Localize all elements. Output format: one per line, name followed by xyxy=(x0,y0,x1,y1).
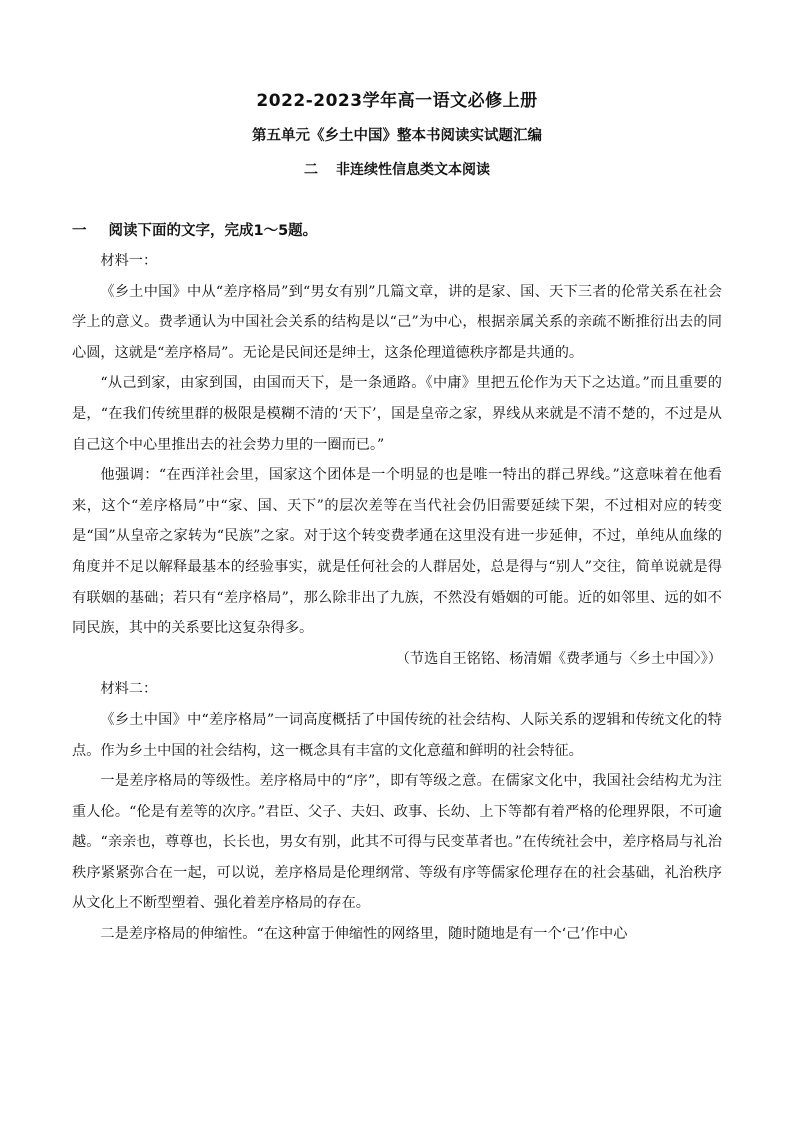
material-label: 材料一： xyxy=(100,253,158,269)
section-title: 非连续性信息类文本阅读 xyxy=(336,162,490,178)
paragraph: 《乡土中国》中“差序格局”一词高度概括了中国传统的社会结构、人际关系的逻辑和传统文化的特点。作为乡土中国的社会结构，这一概念具有丰富的文化意蕴和鲜明的社会特征。 xyxy=(72,711,722,759)
document-title: 2022-2023学年高一语文必修上册 xyxy=(256,91,538,111)
section-heading xyxy=(0,159,794,179)
paragraph: 他强调：“在西洋社会里，国家这个团体是一个明显的也是唯一特出的群己界线。”这意味着在他看来，这个“差序格局”中“家、国、天下”的层次差等在当代社会仍旧需要延续下架，不过相对应的转变是“国”从皇帝之家转为“民族”之家。对于这个转变费孝通在这里没有进一步延伸，不过，单纯从血缘的角度并不足以解释最基本的经验事实，就是任何社会的人群居处，总是得与“别人”交往，简单说就是得有联姻的基础；若只有“差序格局”，那么除非出了九族，不然没有婚姻的可能。近的如邻里、远的如不同民族，其中的关系要比这复杂得多。 xyxy=(72,467,722,637)
question-heading xyxy=(72,219,317,240)
question-number: 一 xyxy=(72,223,87,239)
section-number: 二 xyxy=(304,162,318,178)
material-label: 材料二： xyxy=(100,681,158,698)
paragraph: 《乡土中国》中从“差序格局”到“男女有别”几篇文章，讲的是家、国、天下三者的伦常关系在社会学上的意义。费孝通认为中国社会关系的结构是以“己”为中心，根据亲属关系的亲疏不断推衍出去的同心圆，这就是“差序格局”。无论是民间还是绅士，这条伦理道德秩序都是共通的。 xyxy=(72,283,722,361)
paragraph: 一是差序格局的等级性。差序格局中的“序”，即有等级之意。在儒家文化中，我国社会结构尤为注重人伦。“伦是有差等的次序。”君臣、父子、夫妇、政事、长幼、上下等都有着严格的伦理界限，不可逾越。“亲亲也，尊尊也，长长也，男女有别，此其不可得与民变革者也。”在传统社会中，差序格局与礼治秩序紧紧弥合在一起，可以说，差序格局是伦理纲常、等级有序等儒家伦理存在的社会基础，礼治秩序从文化上不断型塑着、强化着差序格局的存在。 xyxy=(72,773,722,912)
question-prompt: 阅读下面的文字，完成1～5题。 xyxy=(108,223,318,239)
paragraph: “从己到家，由家到国，由国而天下，是一条通路。《中庸》里把五伦作为天下之达道。”而且重要的是，“在我们传统里群的极限是模糊不清的‘天下’，国是皇帝之家，界线从来就是不清不楚的，不过是从自己这个中心里推出去的社会势力里的一圈而已。” xyxy=(72,375,722,453)
source-citation: （节选自王铭铭、杨清媚《费孝通与〈乡土中国〉》） xyxy=(395,650,722,667)
article-body xyxy=(72,246,722,950)
document-subtitle: 第五单元《乡土中国》整本书阅读实试题汇编 xyxy=(252,128,542,144)
paragraph: 二是差序格局的伸缩性。“在这种富于伸缩性的网络里，随时随地是有一个‘己’作中心 xyxy=(100,926,628,943)
